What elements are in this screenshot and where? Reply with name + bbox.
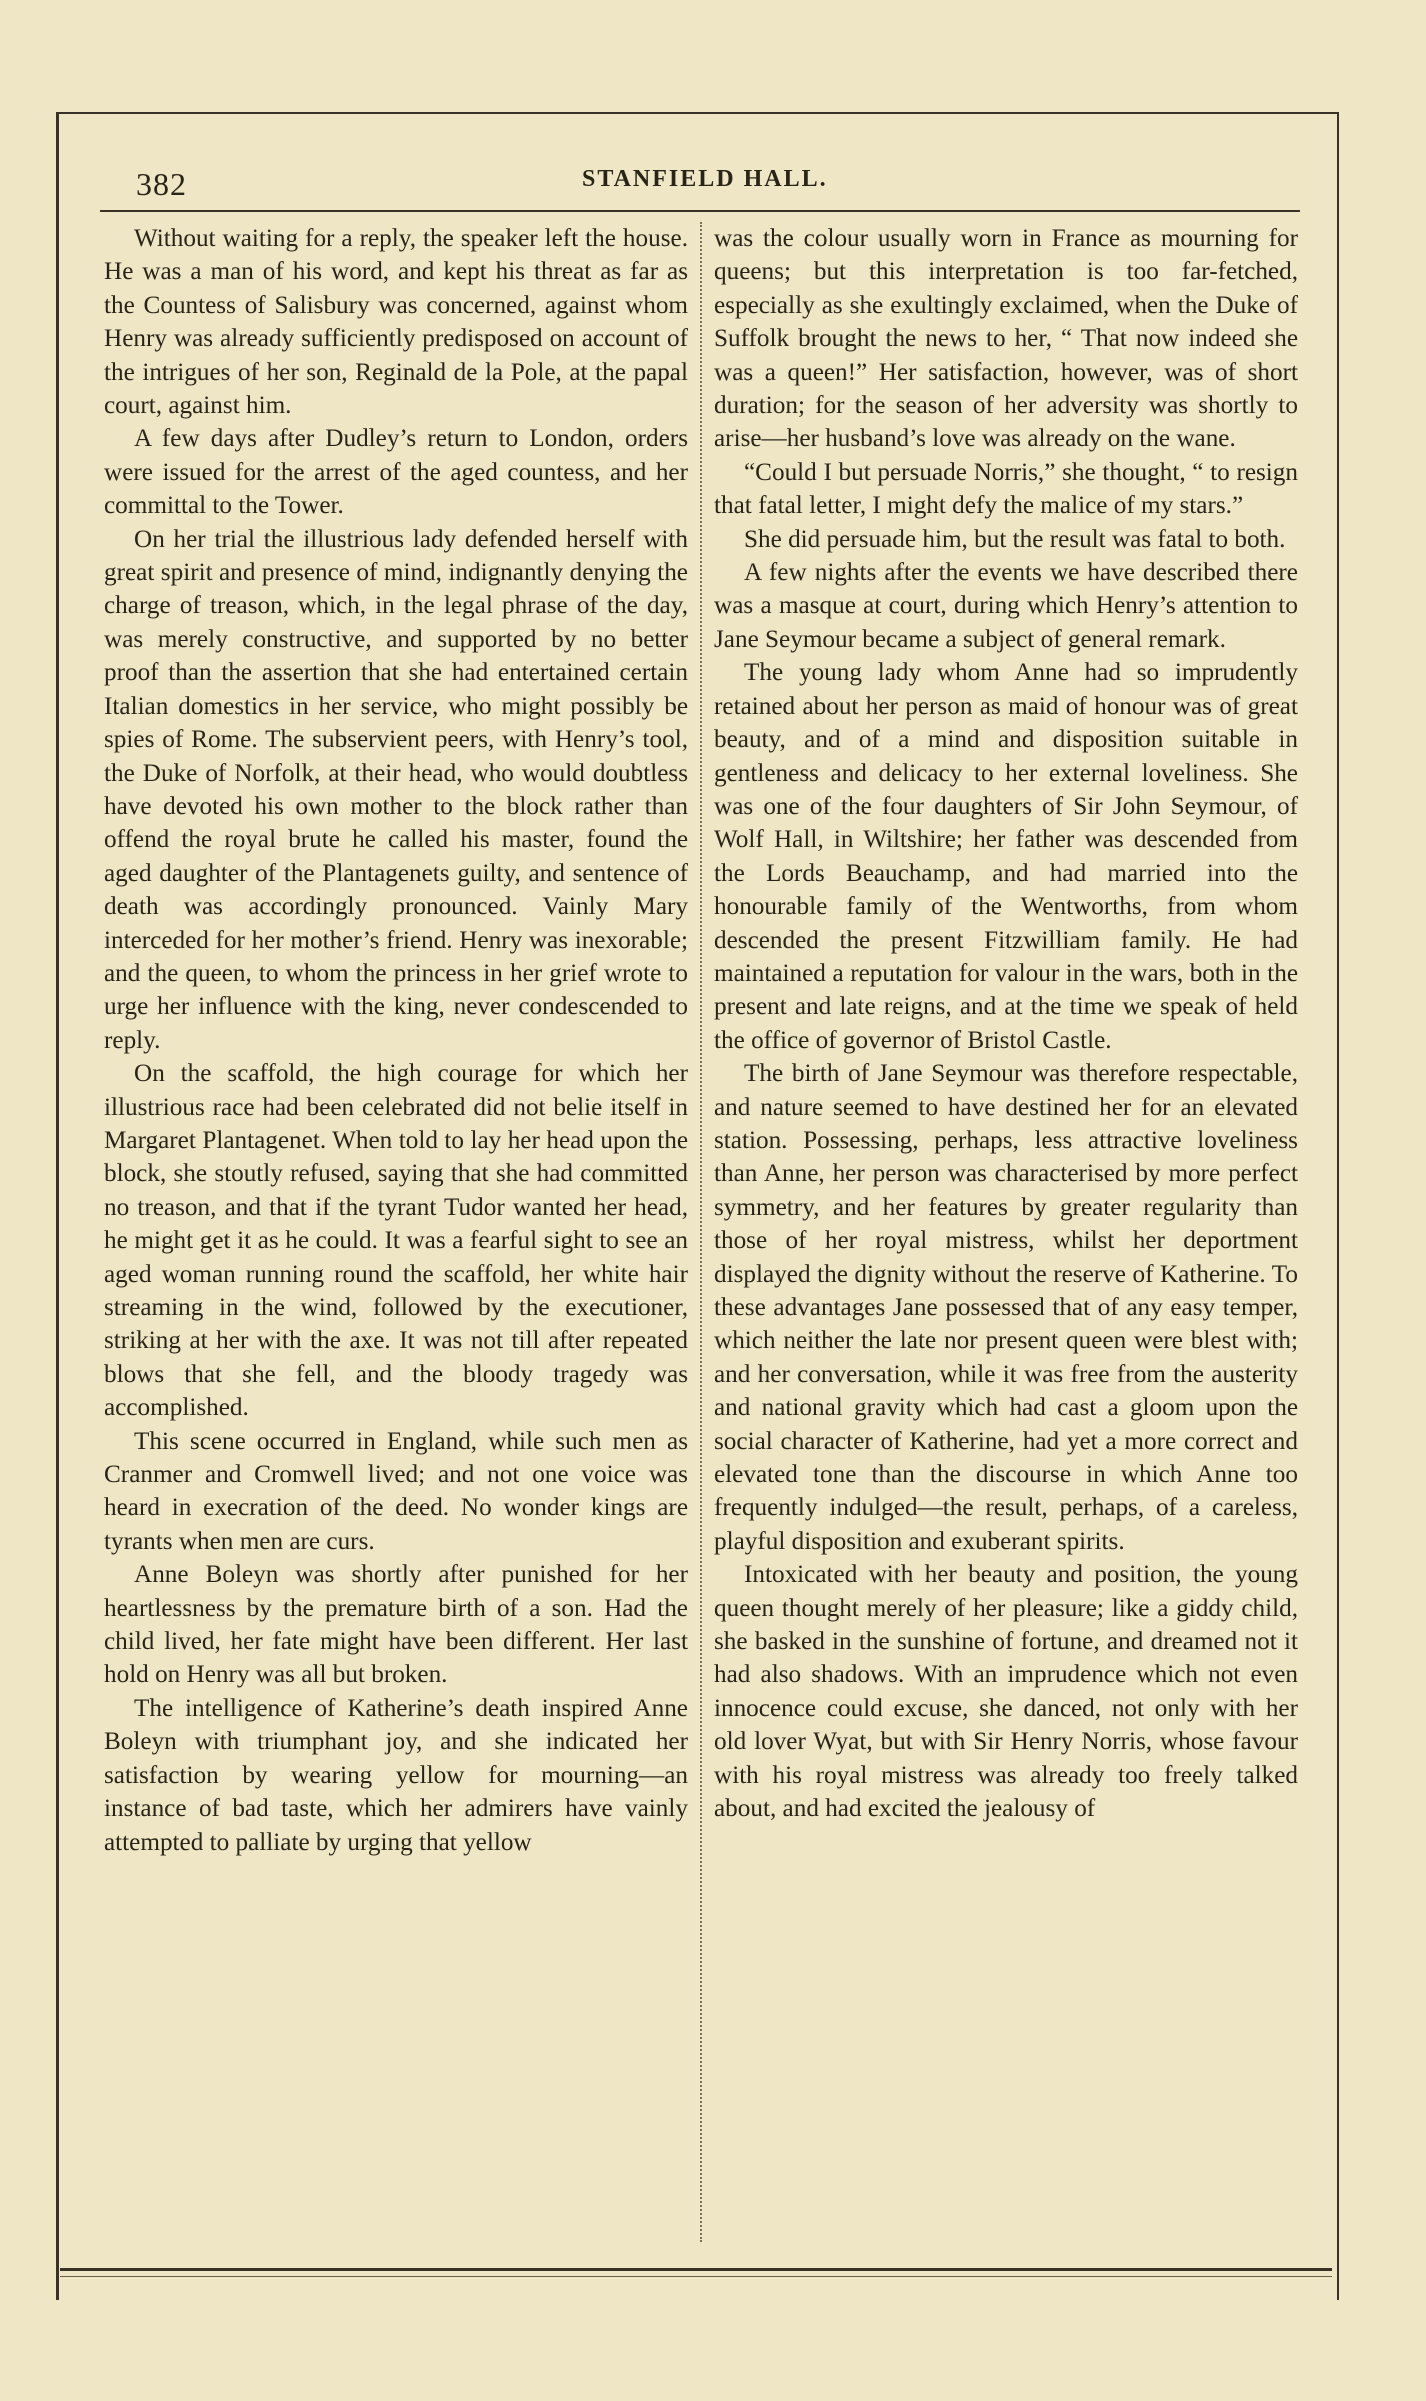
paragraph: On the scaffold, the high courage for which her illustrious race had been celebrated did not belie itself in Margaret Plantagenet. When told to lay her head upon the block, she stoutly refused, saying that she had committed no treason, and that if the tyrant Tudor wanted her head, he might get it as he could. It was a fearful sight to see an aged woman running round the scaffold, her white hair streaming in the wind, followed by the executioner, striking at her with the axe. It was not till after repeated blows that she fell, and the bloody tragedy was accomplished. xyxy=(104,1060,688,1422)
header-rule xyxy=(100,210,1300,212)
right-column xyxy=(714,222,1298,2242)
paragraph: This scene occurred in England, while such men as Cranmer and Cromwell lived; and not one voice was heard in execration of the deed. No wonder kings are tyrants when men are curs. xyxy=(104,1427,688,1555)
paragraph: Anne Boleyn was shortly after punished for her heartlessness by the premature birth of a son. Had the child lived, her fate might have been different. Her last hold on Henry was all but broken. xyxy=(104,1561,688,1689)
left-column xyxy=(104,222,688,2242)
paragraph: The young lady whom Anne had so imprudently retained about her person as maid of honour was of great beauty, and of a mind and disposition suitable in gentleness and delicacy to her external loveliness. She was one of the four daughters of Sir John Seymour, of Wolf Hall, in Wiltshire; her father was descended from the Lords Beauchamp, and had married into the honourable family of the Wentworths, from whom descended the present Fitzwilliam family. He had maintained a reputation for valour in the wars, both in the present and late reigns, and at the time we speak of held the office of governor of Bristol Castle. xyxy=(714,659,1298,1054)
paragraph: A few nights after the events we have described there was a masque at court, during which Henry’s attention to Jane Seymour became a subject of general remark. xyxy=(714,559,1298,653)
running-title: STANFIELD HALL. xyxy=(582,166,828,192)
page-header xyxy=(100,160,1300,206)
paragraph: “Could I but persuade Norris,” she thought, “ to resign that fatal letter, I might defy the malice of my stars.” xyxy=(714,458,1298,520)
paragraph: A few days after Dudley’s return to London, orders were issued for the arrest of the aged countess, and her committal to the Tower. xyxy=(104,425,688,520)
paragraph: The birth of Jane Seymour was therefore respectable, and nature seemed to have destined her for an elevated station. Possessing, perhaps, less attractive loveliness than Anne, her person was characterised by more perfect symmetry, and her features by greater regularity than those of her royal mistress, whilst her deportment displayed the dignity without the reserve of Katherine. To these advantages Jane possessed that of any easy temper, which neither the late nor present queen were blest with; and her conversation, while it was free from the austerity and national gravity which had cast a gloom upon the social character of Katherine, had yet a more correct and elevated tone than the discourse in which Anne too frequently indulged—the result, perhaps, of a careless, playful disposition and exuberant spirits. xyxy=(714,1060,1298,1555)
page-number: 382 xyxy=(136,166,187,202)
paragraph: The intelligence of Katherine’s death inspired Anne Boleyn with triumphant joy, and she indicated her satisfaction by wearing yellow for mourning—an instance of bad taste, which her admirers have vainly attempted to palliate by urging that yellow xyxy=(104,1694,688,1856)
bottom-rule xyxy=(60,2268,1332,2271)
column-divider xyxy=(700,222,703,2242)
continued-paragraph: was the colour usually worn in France as mourning for queens; but this interpretation is too far-fetched, especially as she exultingly exclaimed, when the Duke of Suffolk brought the news to her, “ That now indeed she was a queen!” Her satisfaction, however, was of short duration; for the season of her adversity was shortly to arise—her husband’s love was already on the wane. xyxy=(714,225,1298,453)
bottom-rule-thin xyxy=(60,2276,1332,2277)
paragraph: On her trial the illustrious lady defended herself with great spirit and presence of mind, indignantly denying the charge of treason, which, in the legal phrase of the day, was merely constructive, and supported by no better proof than the assertion that she had entertained certain Italian domestics in her service, who might possibly be spies of Rome. The subservient peers, with Henry’s tool, the Duke of Norfolk, at their head, who would doubtless have devoted his own mother to the block rather than offend the royal brute he called his master, found the aged daughter of the Plantagenets guilty, and sentence of death was accordingly pronounced. Vainly Mary interceded for her mother’s friend. Henry was inexorable; and the queen, to whom the princess in her grief wrote to urge her influence with the king, never condescended to reply. xyxy=(104,525,688,1054)
paragraph: Without waiting for a reply, the speaker left the house. He was a man of his word, and kept his threat as far as the Countess of Salisbury was concerned, against whom Henry was already sufficiently predisposed on account of the intrigues of her son, Reginald de la Pole, at the papal court, against him. xyxy=(104,225,688,420)
paragraph: Intoxicated with her beauty and position, the young queen thought merely of her pleasure; like a giddy child, she basked in the sunshine of fortune, and dreamed not it had also shadows. With an imprudence which not even innocence could excuse, she danced, not only with her old lover Wyat, but with Sir Henry Norris, whose favour with his royal mistress was already too freely talked about, and had excited the jealousy of xyxy=(714,1561,1298,1823)
paragraph: She did persuade him, but the result was fatal to both. xyxy=(744,525,1286,553)
